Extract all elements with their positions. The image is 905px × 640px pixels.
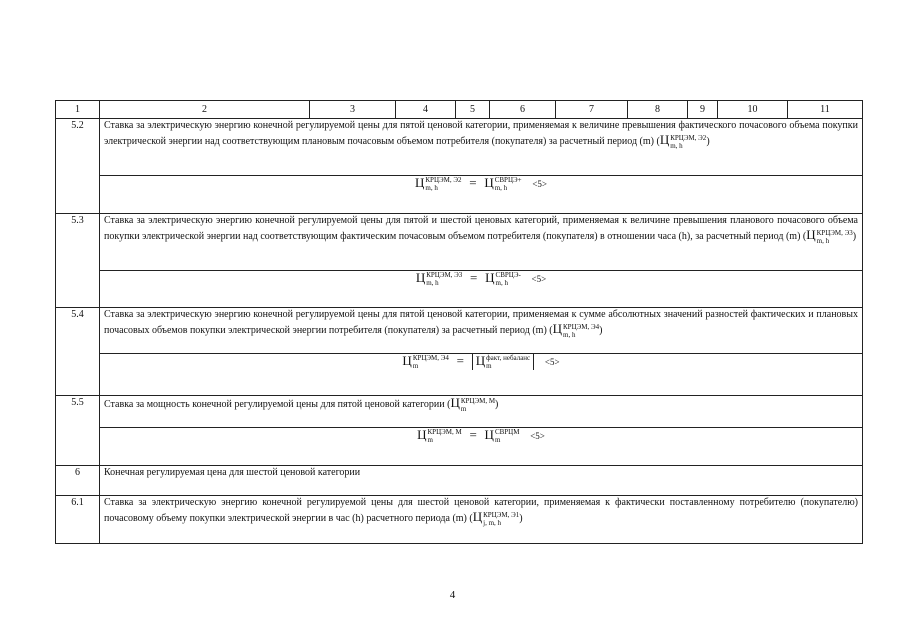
symbol-superscript: КРЦЭМ, Э3 — [816, 228, 853, 237]
row-number: 6.1 — [56, 496, 100, 544]
price-symbol: Ц — [552, 321, 563, 336]
formula-lhs-superscript: КРЦЭМ, Э4 — [412, 354, 449, 363]
formula-lhs-subscript: m — [412, 362, 419, 371]
table-row — [56, 396, 863, 428]
page-number: 4 — [449, 589, 456, 601]
formula-rhs-subscript: m, h — [495, 279, 508, 288]
formula-rhs-superscript: факт, небаланс — [486, 354, 531, 363]
tariff-table — [55, 100, 863, 544]
column-number: 2 — [100, 101, 310, 119]
footnote-tag: <5> — [531, 274, 547, 284]
formula-lhs: Ц — [402, 353, 412, 368]
symbol-subscript: j, m, h — [483, 518, 502, 527]
formula-lhs-superscript: КРЦЭМ, Э3 — [426, 271, 463, 280]
formula-row — [56, 176, 863, 214]
column-number: 9 — [688, 101, 718, 119]
formula-rhs-superscript: СВРЦЭ- — [495, 271, 521, 280]
formula-cell — [100, 354, 863, 396]
description-text: Ставка за электрическую энергию конечной регулируемой цены для пятой и шестой ценовых категорий, применяемая к величине превышения планового почасового объема покупки электрической энергии над соответствующим фактическим почасовым объемом потребителя (покупателя) в отношении часа (h), за расчетный период (m) — [104, 215, 858, 242]
formula-rhs-subscript: m, h — [494, 184, 508, 193]
row-description: Ставка за электрическую энергию конечной регулируемой цены для пятой ценовой категории, применяемая к величине превышения фактического почасового объема покупки электрической энергии над соответствующим плановым почасовым объемом потребителя (покупателя) за расчетный период (m) (Ц КРЦЭМ, Э2 m, h ) — [100, 119, 863, 176]
symbol-superscript: КРЦЭМ, М — [460, 396, 496, 405]
table-row — [56, 119, 863, 176]
formula-lhs-superscript: КРЦЭМ, Э2 — [425, 176, 462, 185]
formula-cell — [100, 176, 863, 214]
formula-rhs: Ц — [485, 270, 495, 285]
formula-cell — [100, 271, 863, 308]
description-text: Конечная регулируемая цена для шестой ценовой категории — [104, 467, 361, 478]
column-number-header-row — [56, 101, 863, 119]
symbol-superscript: КРЦЭМ, Э1 — [483, 510, 520, 519]
formula-row — [56, 354, 863, 396]
footnote-tag: <5> — [530, 431, 545, 441]
table-row — [56, 496, 863, 544]
formula-rhs-superscript: СВРЦМ — [494, 428, 520, 437]
equals-sign: = — [456, 353, 464, 368]
formula-row — [56, 271, 863, 308]
column-number: 8 — [628, 101, 688, 119]
symbol-subscript: m — [460, 404, 467, 413]
column-number: 4 — [396, 101, 456, 119]
column-number: 5 — [456, 101, 490, 119]
description-text: Ставка за электрическую энергию конечной регулируемой цены для пятой ценовой категории, применяемая к величине превышения фактического почасового объема покупки электрической энергии над соответствующим плановым почасовым объемом потребителя (покупателя) за расчетный период (m) — [104, 120, 858, 147]
formula-lhs-superscript: КРЦЭМ, М — [427, 428, 462, 437]
formula-cell — [100, 428, 863, 466]
formula-rhs-superscript: СВРЦЭ+ — [494, 176, 522, 185]
formula-rhs-subscript: m — [486, 362, 492, 371]
symbol-superscript: КРЦЭМ, Э4 — [563, 322, 600, 331]
formula-rhs: Ц — [475, 353, 486, 368]
formula-row — [56, 428, 863, 466]
formula-rhs: Ц — [484, 175, 494, 190]
table-row — [56, 214, 863, 271]
row-number: 5.5 — [56, 396, 100, 466]
row-number: 5.3 — [56, 214, 100, 308]
column-number: 7 — [556, 101, 628, 119]
description-text: Ставка за мощность конечной регулируемой цены для пятой ценовой категории — [104, 399, 445, 410]
table-row — [56, 308, 863, 354]
formula-lhs: Ц — [415, 270, 426, 285]
column-number: 1 — [56, 101, 100, 119]
symbol-subscript: m, h — [670, 141, 683, 150]
column-number: 6 — [490, 101, 556, 119]
description-text: Ставка за электрическую энергию конечной регулируемой цены для шестой ценовой категории, применяемая к фактически поставленному потребителю (покупателю) почасовому объему покупки электрической энергии в час (h) расчетного периода (m) — [104, 497, 858, 524]
absolute-value-bracket — [472, 354, 534, 370]
formula-lhs: Ц — [415, 175, 425, 190]
symbol-subscript: m, h — [563, 330, 576, 339]
row-number: 5.4 — [56, 308, 100, 396]
row-number: 5.2 — [56, 119, 100, 214]
equals-sign: = — [469, 427, 477, 442]
row-number: 6 — [56, 466, 100, 496]
formula-lhs-subscript: m, h — [425, 184, 438, 193]
table-row — [56, 466, 863, 496]
price-symbol: Ц — [472, 509, 483, 524]
symbol-superscript: КРЦЭМ, Э2 — [670, 133, 707, 142]
price-symbol: Ц — [659, 132, 670, 147]
formula-rhs-subscript: m — [494, 436, 501, 445]
row-description: Ставка за электрическую энергию конечной регулируемой цены для шестой ценовой категории, применяемая к фактически поставленному потребителю (покупателю) почасовому объему покупки электрической энергии в час (h) расчетного периода (m) (Ц КРЦЭМ, Э1 j, m, h ) — [100, 496, 863, 544]
price-symbol: Ц — [806, 227, 816, 242]
row-description — [100, 466, 863, 496]
row-description: Ставка за электрическую энергию конечной регулируемой цены для пятой ценовой категории, применяемая к сумме абсолютных значений разностей фактических и плановых почасовых объемов покупки электрической энергии потребителя (покупателя) за расчетный период (m) (Ц КРЦЭМ, Э4 m, h ) — [100, 308, 863, 354]
formula-lhs: Ц — [417, 427, 427, 442]
equals-sign: = — [470, 270, 478, 285]
column-number: 10 — [718, 101, 788, 119]
equals-sign: = — [469, 175, 477, 190]
column-number: 11 — [788, 101, 863, 119]
price-symbol: Ц — [450, 395, 460, 410]
footnote-tag: <5> — [544, 357, 560, 367]
column-number: 3 — [310, 101, 396, 119]
description-text: Ставка за электрическую энергию конечной регулируемой цены для пятой ценовой категории, применяемая к сумме абсолютных значений разностей фактических и плановых почасовых объемов покупки электрической энергии потребителя (покупателя) за расчетный период (m) — [104, 309, 858, 336]
symbol-subscript: m, h — [816, 236, 830, 245]
formula-lhs-subscript: m — [427, 436, 433, 445]
row-description: Ставка за электрическую энергию конечной регулируемой цены для пятой и шестой ценовых категорий, применяемая к величине превышения планового почасового объема покупки электрической энергии над соответствующим фактическим почасовым объемом потребителя (покупателя) в отношении часа (h), за расчетный период (m) (Ц КРЦЭМ, Э3 m, h ) — [100, 214, 863, 271]
formula-rhs: Ц — [484, 427, 494, 442]
row-description: Ставка за мощность конечной регулируемой цены для пятой ценовой категории (Ц КРЦЭМ, М m ) — [100, 396, 863, 428]
formula-lhs-subscript: m, h — [426, 279, 439, 288]
footnote-tag: <5> — [532, 179, 547, 189]
